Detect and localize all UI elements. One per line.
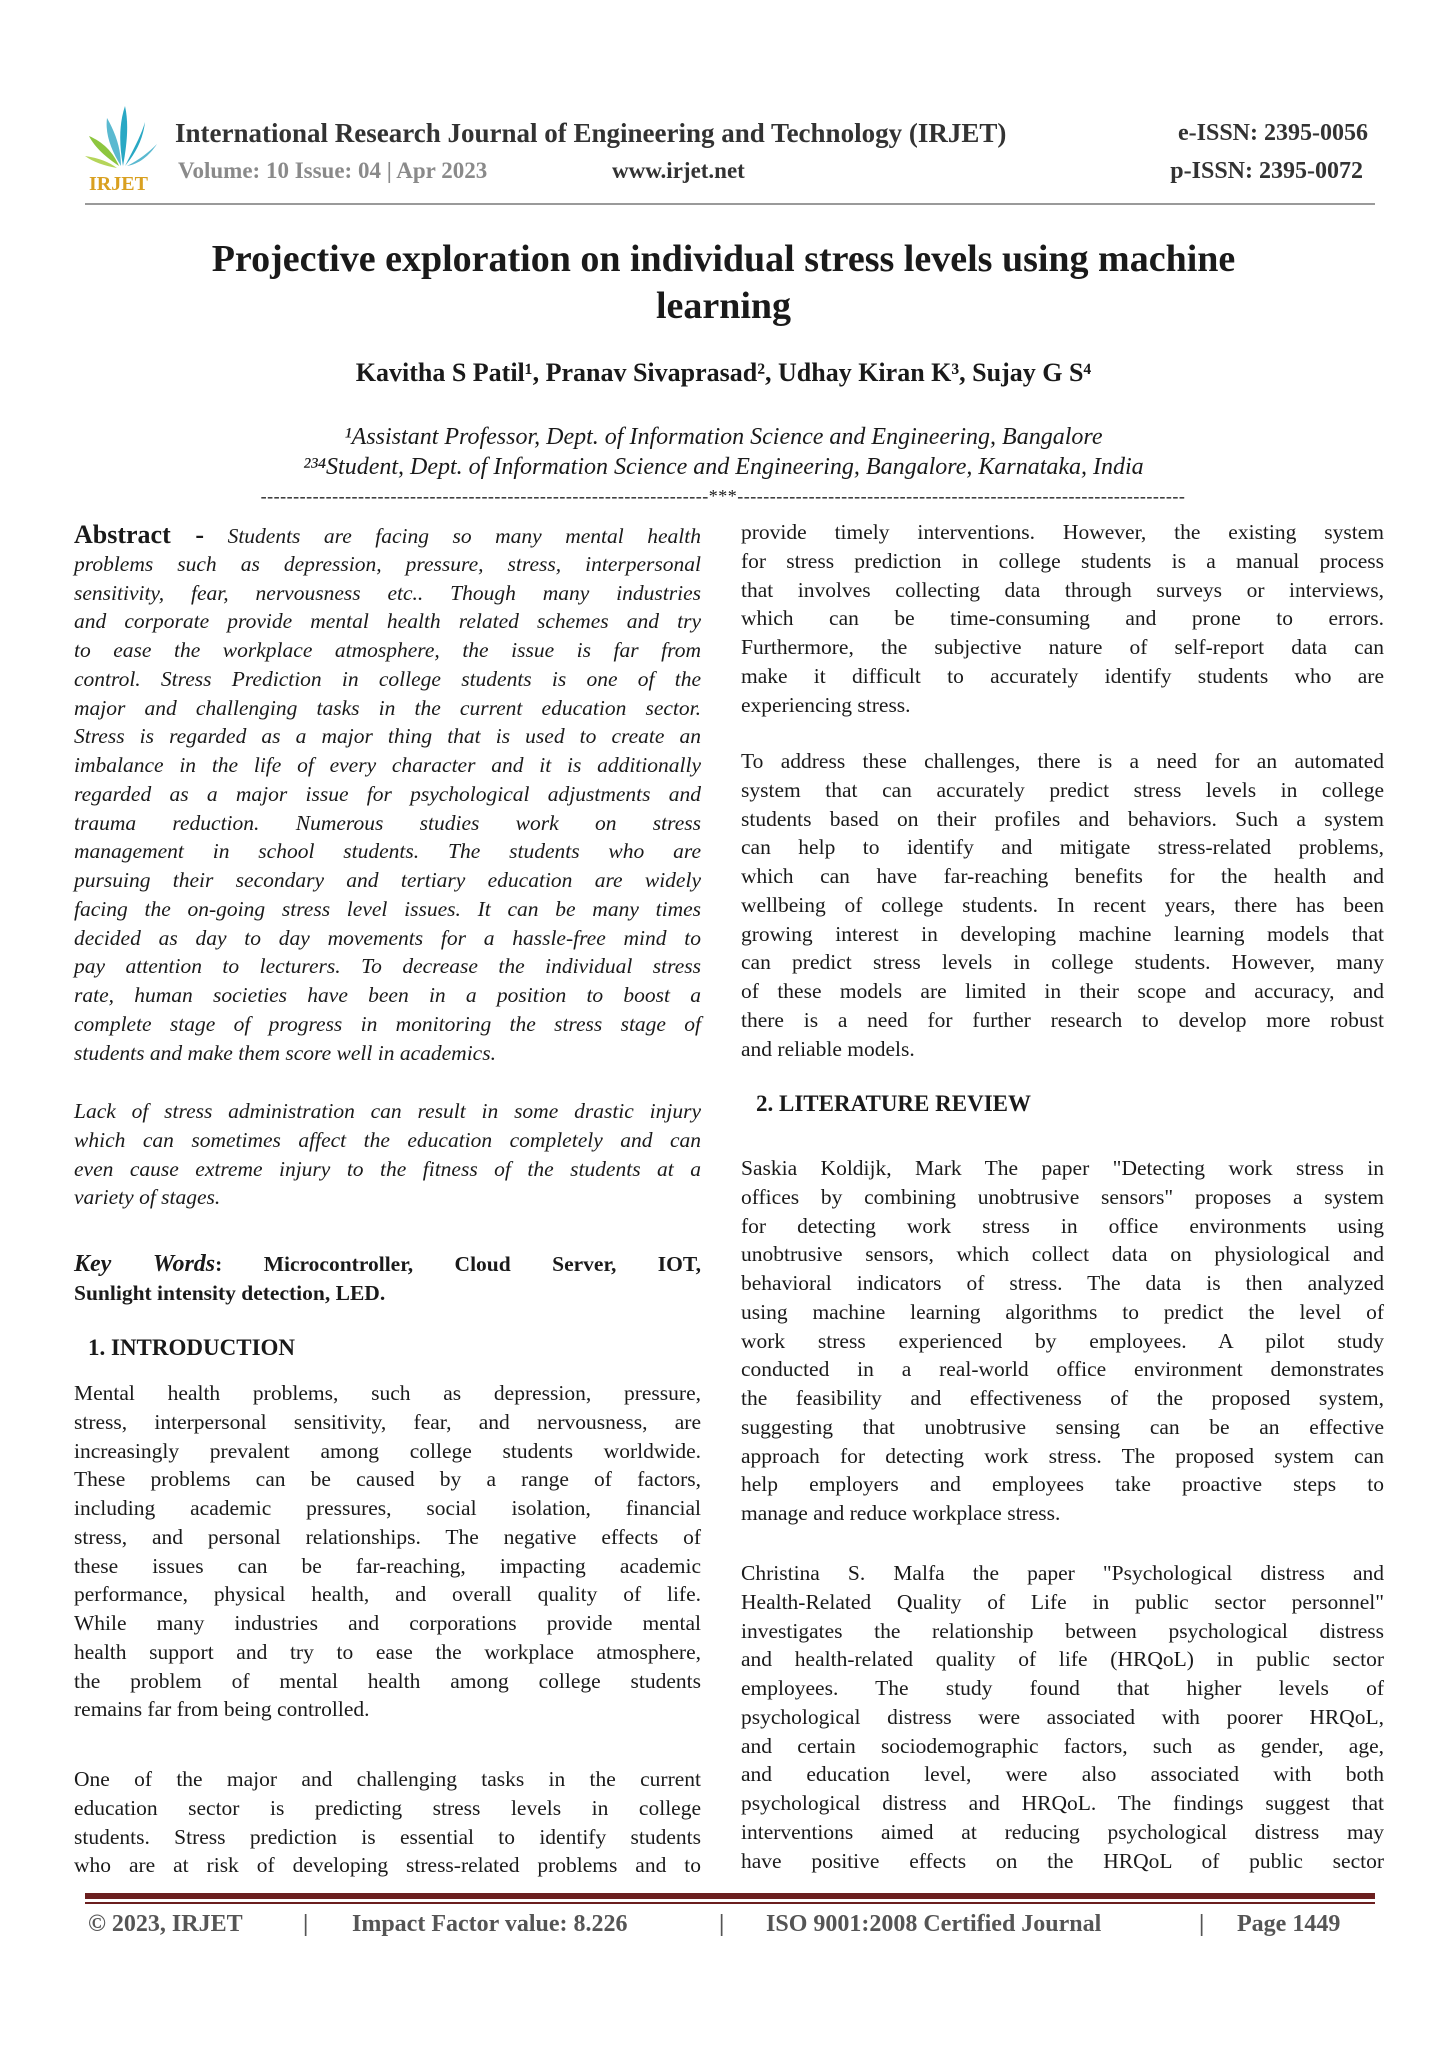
- text-line: can predict stress levels in college students. However, many: [741, 950, 1384, 975]
- keywords: [74, 1250, 701, 1308]
- text-line: psychological distress were associated with poorer HRQoL,: [741, 1704, 1384, 1729]
- text-line: growing interest in developing machine learning models that: [741, 921, 1384, 946]
- volume-issue: Volume: 10 Issue: 04 | Apr 2023: [178, 158, 488, 183]
- text-line: Stress is regarded as a major thing that is used to create an: [74, 724, 701, 749]
- text-line: stress, interpersonal sensitivity, fear, and nervousness, are: [74, 1409, 701, 1434]
- authors: Kavitha S Patil¹, Pranav Sivaprasad², Udhay Kiran K³, Sujay G S⁴: [355, 358, 1092, 387]
- text-line: management in school students. The students who are: [74, 839, 701, 864]
- e-issn: e-ISSN: 2395-0056: [1178, 120, 1368, 146]
- text-line: which can be time-consuming and prone to errors.: [741, 606, 1384, 631]
- text-line: trauma reduction. Numerous studies work on stress: [74, 810, 701, 835]
- abstract-paragraph-2: [74, 1097, 701, 1212]
- footer-bar: [85, 1893, 1375, 1899]
- intro-paragraph-2-cont: [741, 518, 1384, 719]
- affiliation-1: ¹Assistant Professor, Dept. of Information Science and Engineering, Bangalore: [344, 424, 1103, 450]
- text-line: using machine learning algorithms to predict the level of: [741, 1299, 1384, 1324]
- keywords-line: [74, 1250, 701, 1279]
- abstract-line-first: [74, 521, 701, 550]
- text-line: These problems can be caused by a range of factors,: [74, 1467, 701, 1492]
- text-line: Health-Related Quality of Life in public sector personnel": [741, 1589, 1384, 1614]
- text-line: psychological distress and HRQoL. The findings suggest that: [741, 1791, 1384, 1815]
- text-line: Furthermore, the subjective nature of self-report data can: [741, 635, 1384, 659]
- text-line: who are at risk of developing stress-related problems and to: [74, 1853, 701, 1878]
- text-line: which can have far-reaching benefits for the health and: [741, 864, 1384, 888]
- text-line: stress, and personal relationships. The negative effects of: [74, 1524, 701, 1549]
- text-line: pay attention to lecturers. To decrease the individual stress: [74, 954, 701, 979]
- svg-text:IRJET: IRJET: [89, 173, 148, 192]
- footer-impact-factor: Impact Factor value: 8.226: [352, 1911, 628, 1937]
- text-line: provide timely interventions. However, the existing system: [741, 520, 1384, 544]
- p-issn: p-ISSN: 2395-0072: [1170, 158, 1363, 184]
- text-line: behavioral indicators of stress. The data is then analyzed: [741, 1271, 1384, 1295]
- footer-iso: ISO 9001:2008 Certified Journal: [766, 1911, 1102, 1937]
- text-line: remains far from being controlled.: [74, 1697, 370, 1722]
- text-line: unobtrusive sensors, which collect data on physiological and: [741, 1242, 1384, 1267]
- text-line: regarded as a major issue for psychological adjustments and: [74, 781, 701, 806]
- footer-copyright: © 2023, IRJET: [88, 1911, 243, 1937]
- literature-paragraph-1: [741, 1154, 1384, 1528]
- text-line: rate, human societies have been in a position to boost a: [74, 983, 701, 1007]
- header-divider: [85, 203, 1375, 205]
- text-line: there is a need for further research to develop more robust: [741, 1007, 1384, 1032]
- journal-title: International Research Journal of Engineering and Technology (IRJET): [175, 118, 1007, 148]
- text-line: manage and reduce workplace stress.: [741, 1501, 1061, 1525]
- intro-paragraph-2: [74, 1765, 701, 1880]
- text-line: health support and try to ease the workplace atmosphere,: [74, 1639, 701, 1664]
- keywords-line: Sunlight intensity detection, LED.: [74, 1280, 386, 1305]
- text-line: and certain sociodemographic factors, such as gender, age,: [741, 1733, 1384, 1758]
- abstract-text: Students are facing so many mental health: [227, 524, 701, 548]
- text-line: investigates the relationship between psychological distress: [741, 1618, 1384, 1643]
- footer-bar-thin: [85, 1902, 1375, 1904]
- text-line: decided as day to day movements for a hassle-free mind to: [74, 925, 701, 950]
- text-line: that involves collecting data through surveys or interviews,: [741, 577, 1384, 602]
- page-number: Page 1449: [1237, 1911, 1341, 1937]
- text-line: can help to identify and mitigate stress-related problems,: [741, 835, 1384, 860]
- text-line: and education level, were also associated with both: [741, 1762, 1384, 1787]
- text-line: offices by combining unobtrusive sensors" proposes a system: [741, 1184, 1384, 1209]
- footer-separator: |: [719, 1911, 725, 1937]
- keywords-label: Key Words: [74, 1251, 216, 1277]
- text-line: One of the major and challenging tasks in the current: [74, 1767, 701, 1791]
- text-line: sensitivity, fear, nervousness etc.. Though many industries: [74, 580, 701, 605]
- keywords-text: : Microcontroller, Cloud Server, IOT,: [215, 1252, 701, 1276]
- abstract: [74, 521, 701, 1067]
- title-line: learning: [655, 285, 792, 327]
- text-line: which can sometimes affect the education completely and can: [74, 1127, 701, 1152]
- text-line: the problem of mental health among college students: [74, 1668, 701, 1693]
- text-line: wellbeing of college students. In recent years, there has been: [741, 892, 1384, 917]
- footer-separator: |: [1199, 1911, 1205, 1937]
- footer-separator: |: [303, 1911, 309, 1937]
- text-line: Mental health problems, such as depression, pressure,: [74, 1381, 701, 1405]
- text-line: students based on their profiles and behaviors. Such a system: [741, 806, 1384, 831]
- text-line: pursuing their secondary and tertiary education are widely: [74, 868, 701, 892]
- intro-paragraph-1: [74, 1379, 701, 1724]
- text-line: problems such as depression, pressure, stress, interpersonal: [74, 551, 701, 576]
- text-line: and reliable models.: [741, 1036, 915, 1061]
- text-line: complete stage of progress in monitoring the stress stage of: [74, 1011, 701, 1036]
- text-line: and corporate provide mental health related schemes and try: [74, 609, 701, 634]
- text-line: employees. The study found that higher levels of: [741, 1676, 1384, 1700]
- text-line: major and challenging tasks in the current education sector.: [74, 695, 701, 720]
- text-line: While many industries and corporations provide mental: [74, 1611, 701, 1635]
- intro-paragraph-3: [741, 747, 1384, 1063]
- text-line: the feasibility and effectiveness of the proposed system,: [741, 1386, 1384, 1410]
- irjet-logo: [85, 104, 161, 192]
- text-line: interventions aimed at reducing psychological distress may: [741, 1819, 1384, 1844]
- text-line: Saskia Koldijk, Mark The paper "Detecting work stress in: [741, 1156, 1384, 1180]
- text-line: help employers and employees take proactive steps to: [741, 1472, 1384, 1497]
- text-line: and health-related quality of life (HRQoL) in public sector: [741, 1647, 1384, 1672]
- text-line: conducted in a real-world office environment demonstrates: [741, 1357, 1384, 1382]
- text-line: performance, physical health, and overall quality of life.: [74, 1582, 701, 1607]
- title-line: Projective exploration on individual stress levels using machine: [211, 238, 1236, 280]
- text-line: to ease the workplace atmosphere, the issue is far from: [74, 638, 701, 662]
- text-line: for stress prediction in college students is a manual process: [741, 548, 1384, 573]
- text-line: increasingly prevalent among college students worldwide.: [74, 1438, 701, 1463]
- text-line: students. Stress prediction is essential to identify students: [74, 1824, 701, 1849]
- paper-title: [120, 236, 1327, 330]
- text-line: suggesting that unobtrusive sensing can be an effective: [741, 1414, 1384, 1439]
- text-line: approach for detecting work stress. The proposed system can: [741, 1443, 1384, 1468]
- affiliation-2: ²³⁴Student, Dept. of Information Science and Engineering, Bangalore, Karnataka, India: [303, 454, 1144, 480]
- text-line: system that can accurately predict stress levels in college: [741, 777, 1384, 802]
- text-line: experiencing stress.: [741, 692, 911, 717]
- text-line: Christina S. Malfa the paper "Psychological distress and: [741, 1561, 1384, 1585]
- text-line: control. Stress Prediction in college students is one of the: [74, 666, 701, 691]
- section-heading-introduction: 1. INTRODUCTION: [88, 1335, 296, 1360]
- text-line: have positive effects on the HRQoL of public sector: [741, 1848, 1384, 1873]
- section-heading-literature-review: 2. LITERATURE REVIEW: [756, 1091, 1031, 1116]
- text-line: students and make them score well in academics.: [74, 1040, 496, 1065]
- text-line: education sector is predicting stress levels in college: [74, 1795, 701, 1820]
- journal-website-link[interactable]: www.irjet.net: [612, 158, 745, 183]
- text-line: these issues can be far-reaching, impacting academic: [74, 1553, 701, 1578]
- text-line: imbalance in the life of every character and it is additionally: [74, 753, 701, 777]
- text-line: even cause extreme injury to the fitness of the students at a: [74, 1156, 701, 1181]
- text-line: for detecting work stress in office environments using: [741, 1213, 1384, 1238]
- text-line: work stress experienced by employees. A pilot study: [741, 1328, 1384, 1353]
- text-line: make it difficult to accurately identify students who are: [741, 663, 1384, 688]
- section-separator: ---------------------------------------------------------------------***---------------------------------------------------------------------: [260, 486, 1186, 506]
- text-line: of these models are limited in their scope and accuracy, and: [741, 979, 1384, 1003]
- text-line: Lack of stress administration can result in some drastic injury: [74, 1099, 701, 1123]
- text-line: To address these challenges, there is a need for an automated: [741, 749, 1384, 773]
- abstract-heading: Abstract -: [74, 520, 205, 549]
- text-line: including academic pressures, social isolation, financial: [74, 1496, 701, 1520]
- literature-paragraph-2: [741, 1559, 1384, 1875]
- text-line: facing the on-going stress level issues. It can be many times: [74, 896, 701, 921]
- text-line: variety of stages.: [74, 1185, 221, 1210]
